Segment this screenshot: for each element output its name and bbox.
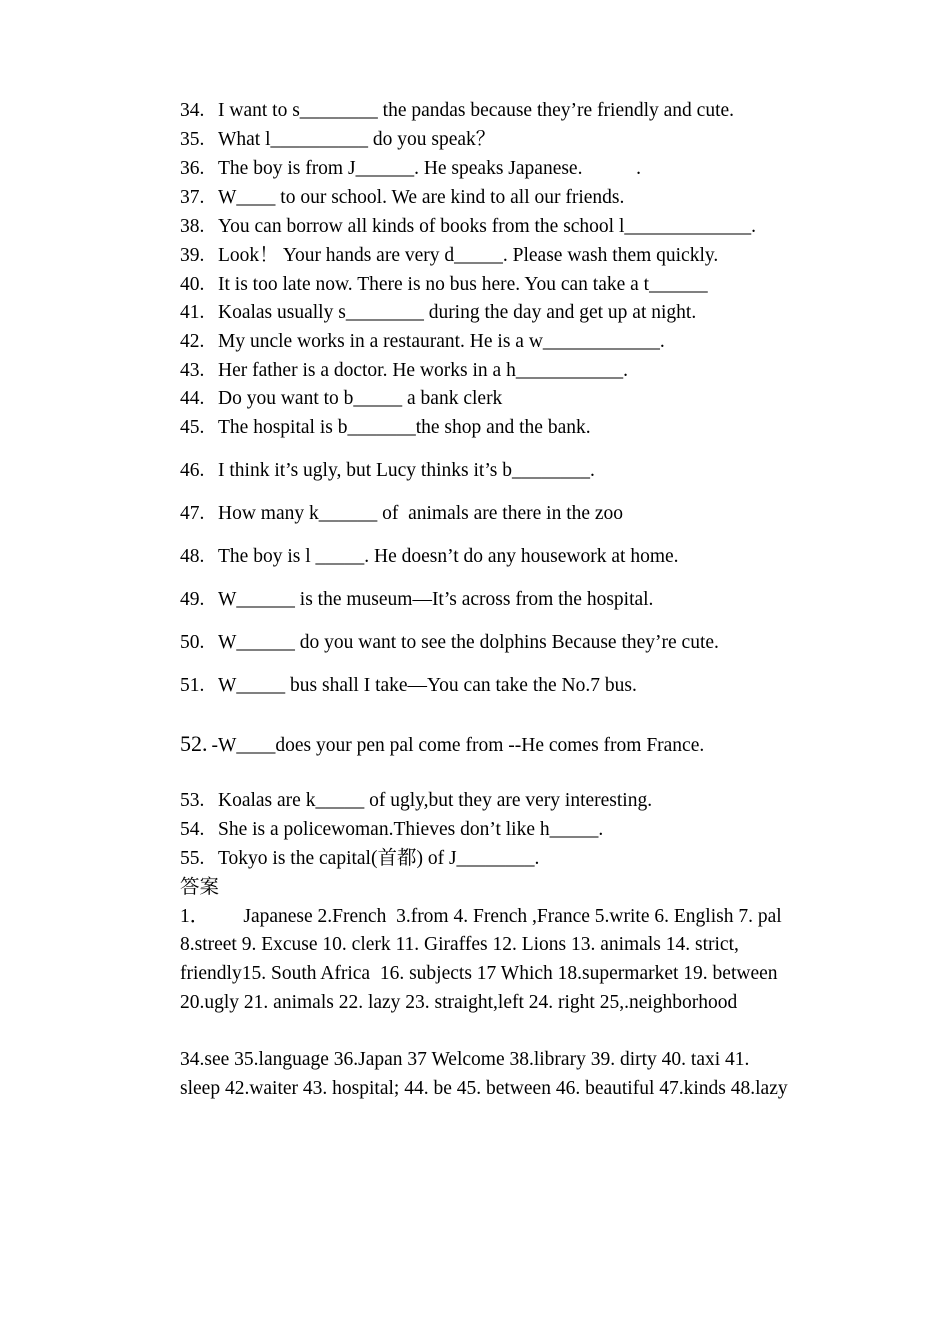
answer-key bbox=[180, 874, 880, 1104]
question-41: 41. Koalas usually s________ during the day and get up at night. bbox=[180, 302, 697, 323]
question-43: 43. Her father is a doctor. He works in a h___________. bbox=[180, 360, 628, 381]
question-36: 36. The boy is from J______. He speaks Japanese. . bbox=[180, 158, 641, 179]
question-38: 38. You can borrow all kinds of books from the school l_____________. bbox=[180, 216, 757, 237]
question-47: 47. How many k______ of animals are there in the zoo bbox=[180, 503, 624, 524]
answers-line: 1． Japanese 2.French 3.from 4. French ,France 5.write 6. English 7. pal bbox=[180, 905, 782, 927]
answers-heading: 答案 bbox=[180, 877, 220, 898]
answers-line: friendly15. South Africa 16. subjects 17 Which 18.supermarket 19. between bbox=[180, 963, 778, 985]
question-52: 52. -W____does your pen pal come from --He comes from France. bbox=[180, 731, 705, 756]
question-50: 50. W______ do you want to see the dolphins Because they’re cute. bbox=[180, 632, 719, 653]
question-48: 48. The boy is l _____. He doesn’t do any housework at home. bbox=[180, 546, 679, 567]
question-54: 54. She is a policewoman.Thieves don’t like h_____. bbox=[180, 819, 604, 840]
question-53: 53. Koalas are k_____ of ugly,but they are very interesting. bbox=[180, 790, 653, 811]
question-39: 39. Look！ Your hands are very d_____. Please wash them quickly. bbox=[180, 245, 719, 266]
question-51: 51. W_____ bus shall I take—You can take the No.7 bus. bbox=[180, 675, 637, 696]
question-49: 49. W______ is the museum—It’s across from the hospital. bbox=[180, 589, 654, 610]
question-46: 46. I think it’s ugly, but Lucy thinks it’s b________. bbox=[180, 460, 595, 481]
answers-blank-line bbox=[180, 1017, 880, 1046]
question-40: 40. It is too late now. There is no bus here. You can take a t______ bbox=[180, 274, 708, 295]
question-45: 45. The hospital is b_______the shop and the bank. bbox=[180, 417, 591, 438]
question-37: 37. W____ to our school. We are kind to all our friends. bbox=[180, 187, 625, 208]
question-44: 44. Do you want to b_____ a bank clerk bbox=[180, 388, 503, 409]
answers-line: 20.ugly 21. animals 22. lazy 23. straight,left 24. right 25,.neighborhood bbox=[180, 991, 738, 1013]
question-55: 55. Tokyo is the capital(首都) of J________. bbox=[180, 848, 540, 869]
answers-line: sleep 42.waiter 43. hospital; 44. be 45. between 46. beautiful 47.kinds 48.lazy bbox=[180, 1077, 788, 1099]
answers-line: 8.street 9. Excuse 10. clerk 11. Giraffes 12. Lions 13. animals 14. strict, bbox=[180, 934, 739, 956]
question-35: 35. What l__________ do you speak？ bbox=[180, 129, 496, 150]
answers-line: 34.see 35.language 36.Japan 37 Welcome 38.library 39. dirty 40. taxi 41. bbox=[180, 1049, 750, 1071]
question-42: 42. My uncle works in a restaurant. He is a w____________. bbox=[180, 331, 665, 352]
question-34: 34. I want to s________ the pandas because they’re friendly and cute. bbox=[180, 100, 735, 121]
